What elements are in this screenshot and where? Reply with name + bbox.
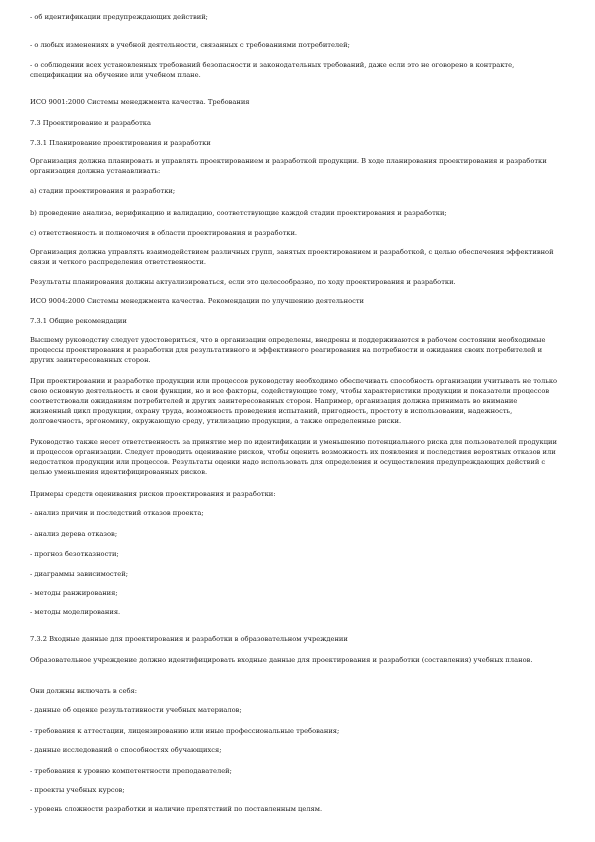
bullet-certification: - требования к аттестации, лицензированию или иные профессиональные требования; [30,727,340,735]
bullet-failure-analysis: - анализ причин и последствий отказов проекта; [30,509,204,517]
list-item-c: c) ответственность и полномочия в области проектирования и разработки. [30,229,298,237]
bullet-course-projects: - проекты учебных курсов; [30,786,125,794]
bullet-safety-requirements: - о соблюдении всех установленных требований безопасности и законодательных требований, даже если это не оговорено в контракте, спецификации на обучение или учебном плане. [30,61,515,79]
list-item-a: a) стадии проектирования и разработки; [30,187,176,195]
paragraph-risk-responsibility: Руководство также несет ответственность за принятие мер по идентификации и уменьшению потенциального риска для пользователей продукции и процессов организации. Следует проводить оценивание рисков, чтобы оценить возможность их появления и последствия вероятных отказов или недостатков продукции или процессов. Результаты оценки надо использовать для определения и осуществления предупреждающих действий с целью уменьшения идентифицированных рисков. [30,438,557,476]
paragraph-risk-examples: Примеры средств оценивания рисков проектирования и разработки: [30,490,276,498]
bullet-modeling-methods: - методы моделирования. [30,608,121,616]
list-item-b: b) проведение анализа, верификацию и валидацию, соответствующие каждой стадии проектирования и разработки; [30,209,447,217]
bullet-fault-tree: - анализ дерева отказов; [30,530,118,538]
paragraph-include: Они должны включать в себя: [30,687,137,695]
paragraph-interaction: Организация должна управлять взаимодействием различных групп, занятых проектированием и разработкой, с целью обеспечения эффективной связи и четкого распределения ответственности. [30,248,554,266]
paragraph-planning: Организация должна планировать и управлять проектированием и разработкой продукции. В ходе планирования проектирования и разработки организация должна устанавливать: [30,157,547,175]
bullet-teacher-competence: - требования к уровню компетентности преподавателей; [30,767,232,775]
paragraph-results: Результаты планирования должны актуализироваться, если это целесообразно, по ходу проектирования и разработки. [30,278,456,286]
section-heading-general: 7.3.1 Общие рекомендации [30,317,127,325]
section-heading-7-3: 7.3 Проектирование и разработка [30,119,151,127]
bullet-dependency-diagrams: - диаграммы зависимостей; [30,570,128,578]
standard-heading-9001: ИСО 9001:2000 Системы менеджмента качества. Требования [30,98,250,106]
section-heading-7-3-2: 7.3.2 Входные данные для проектирования и разработки в образовательном учреждении [30,635,348,643]
bullet-preventive-actions: - об идентификации предупреждающих действий; [30,13,208,21]
bullet-ranking-methods: - методы ранжирования; [30,589,118,597]
bullet-reliability-forecast: - прогноз безотказности; [30,550,119,558]
bullet-complexity: - уровень сложности разработки и наличие препятствий по поставленным целям. [30,805,323,813]
standard-heading-9004: ИСО 9004:2000 Системы менеджмента качества. Рекомендации по улучшению деятельности [30,297,365,305]
bullet-effectiveness-data: - данные об оценке результативности учебных материалов; [30,706,242,714]
paragraph-management: Высшему руководству следует удостовериться, что в организации определены, внедрены и поддерживаются в рабочем состоянии необходимые процессы проектирования и разработки для результативного и эффективного реагирования на потребности и ожидания своих потребителей и других заинтересованных сторон. [30,336,546,364]
bullet-abilities-data: - данные исследований о способностях обучающихся; [30,746,222,754]
paragraph-design-processes: При проектировании и разработке продукции или процессов руководству необходимо обеспечивать способность организации учитывать не только свою основную деятельность и свои функции, но и все факторы, содействующие тому, чтобы характеристики продукции и показатели процессов соответствовали ожиданиям потребителей и других заинтересованных сторон. Например, организация должна принимать во внимание жизненный цикл продукции, охрану труда, возможность проведения испытаний, пригодность, простоту в использовании, надежность, долговечность, эргономику, окружающую среду, утилизацию продукции, а также определенные риски. [30,377,558,425]
paragraph-inputs: Образовательное учреждение должно идентифицировать входные данные для проектирования и разработки (составления) учебных планов. [30,656,533,664]
section-heading-7-3-1: 7.3.1 Планирование проектирования и разработки [30,139,211,147]
bullet-changes-learning: - о любых изменениях в учебной деятельности, связанных с требованиями потребителей; [30,41,350,49]
